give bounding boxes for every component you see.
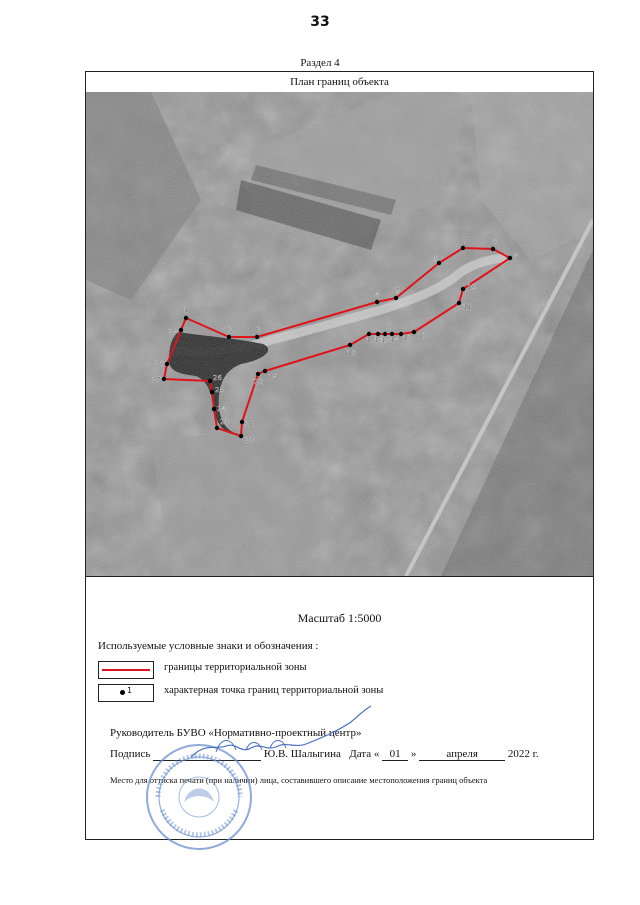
boundary-point-9: [508, 256, 512, 260]
boundary-point-26: [208, 379, 212, 383]
boundary-point-label-24: 24: [217, 405, 226, 413]
boundary-point-21: [240, 420, 244, 424]
date-month: апреля: [419, 748, 505, 761]
handwritten-signature: [186, 702, 376, 762]
date-day-close: »: [410, 748, 417, 760]
boundary-point-23: [215, 426, 219, 430]
boundary-point-label-21: 21: [245, 420, 254, 428]
boundary-point-27: [162, 377, 166, 381]
boundary-point-label-1: 1: [184, 306, 189, 314]
aerial-map: [86, 92, 593, 577]
legend-point-text: характерная точка границ территориальной зоны: [164, 685, 384, 696]
map-scale: Масштаб 1:5000: [297, 611, 382, 625]
boundary-point-label-13: 13: [403, 334, 412, 342]
plan-frame: [85, 71, 594, 840]
boundary-point-label-6: 6: [433, 255, 438, 263]
legend-point-symbol: [98, 684, 154, 702]
boundary-point-20: [256, 372, 260, 376]
page-number: 33: [310, 14, 330, 30]
boundary-point-label-14: 14: [390, 336, 399, 344]
boundary-point-28: [165, 362, 169, 366]
boundary-point-label-20: 20: [254, 378, 263, 386]
boundary-point-label-11: 11: [463, 303, 472, 311]
boundary-point-5: [394, 296, 398, 300]
boundary-point-label-27: 27: [152, 376, 161, 384]
boundary-point-label-28: 28: [155, 360, 164, 368]
boundary-point-label-12: 12: [418, 332, 427, 340]
boundary-point-label-16: 16: [374, 336, 383, 344]
boundary-point-18: [348, 343, 352, 347]
legend-line-text: границы территориальной зоны: [164, 662, 307, 673]
boundary-point-4: [375, 300, 379, 304]
sign-label: Подпись: [110, 748, 151, 760]
stamp-note: Место для оттиска печати (при наличии) лица, составившего описание местоположения границ объекта: [110, 775, 488, 785]
legend-point-number: 1: [127, 686, 133, 695]
date-day: 01: [382, 748, 408, 761]
plan-header: План границ объекта: [86, 72, 593, 93]
boundary-point-label-4: 4: [375, 291, 380, 299]
boundary-point-22: [239, 434, 243, 438]
boundary-point-label-29: 29: [169, 328, 178, 336]
boundary-point-2: [227, 335, 231, 339]
boundary-point-11: [457, 301, 461, 305]
legend-red-line: [102, 669, 150, 671]
map-texture-fine: [86, 92, 593, 576]
boundary-point-12: [412, 330, 416, 334]
boundary-point-label-22: 22: [245, 436, 254, 444]
boundary-point-7: [461, 246, 465, 250]
boundary-point-label-10: 10: [467, 283, 476, 291]
boundary-point-1: [184, 316, 188, 320]
legend-line-symbol: [98, 661, 154, 679]
boundary-point-label-19: 19: [268, 373, 277, 381]
signer-name: Ю.В. Шалыгина: [263, 748, 341, 760]
head-label: Руководитель БУВО «Нормативно-проектный центр»: [110, 727, 362, 739]
date-year: 2022 г.: [507, 748, 539, 760]
boundary-point-19: [263, 369, 267, 373]
boundary-point-label-17: 17: [366, 336, 375, 344]
legend-point-dot: [120, 690, 125, 695]
boundary-point-label-23: 23: [220, 418, 229, 426]
boundary-point-29: [179, 328, 183, 332]
boundary-point-25: [210, 390, 214, 394]
boundary-point-label-5: 5: [396, 287, 401, 295]
map-svg: [86, 92, 593, 576]
boundary-point-label-2: 2: [229, 326, 234, 334]
boundary-point-label-18: 18: [347, 349, 356, 357]
boundary-point-label-25: 25: [215, 386, 224, 394]
date-label: Дата «: [349, 748, 380, 760]
section-title: Раздел 4: [300, 57, 340, 69]
boundary-point-label-7: 7: [463, 237, 468, 245]
boundary-point-8: [491, 247, 495, 251]
boundary-point-24: [212, 407, 216, 411]
legend-title: Используемые условные знаки и обозначения :: [98, 640, 319, 652]
boundary-point-label-26: 26: [213, 374, 222, 382]
boundary-point-label-9: 9: [514, 252, 519, 260]
boundary-point-label-15: 15: [381, 336, 390, 344]
boundary-point-label-8: 8: [493, 238, 498, 246]
boundary-point-3: [255, 335, 259, 339]
boundary-point-label-3: 3: [257, 326, 262, 334]
boundary-point-10: [461, 287, 465, 291]
